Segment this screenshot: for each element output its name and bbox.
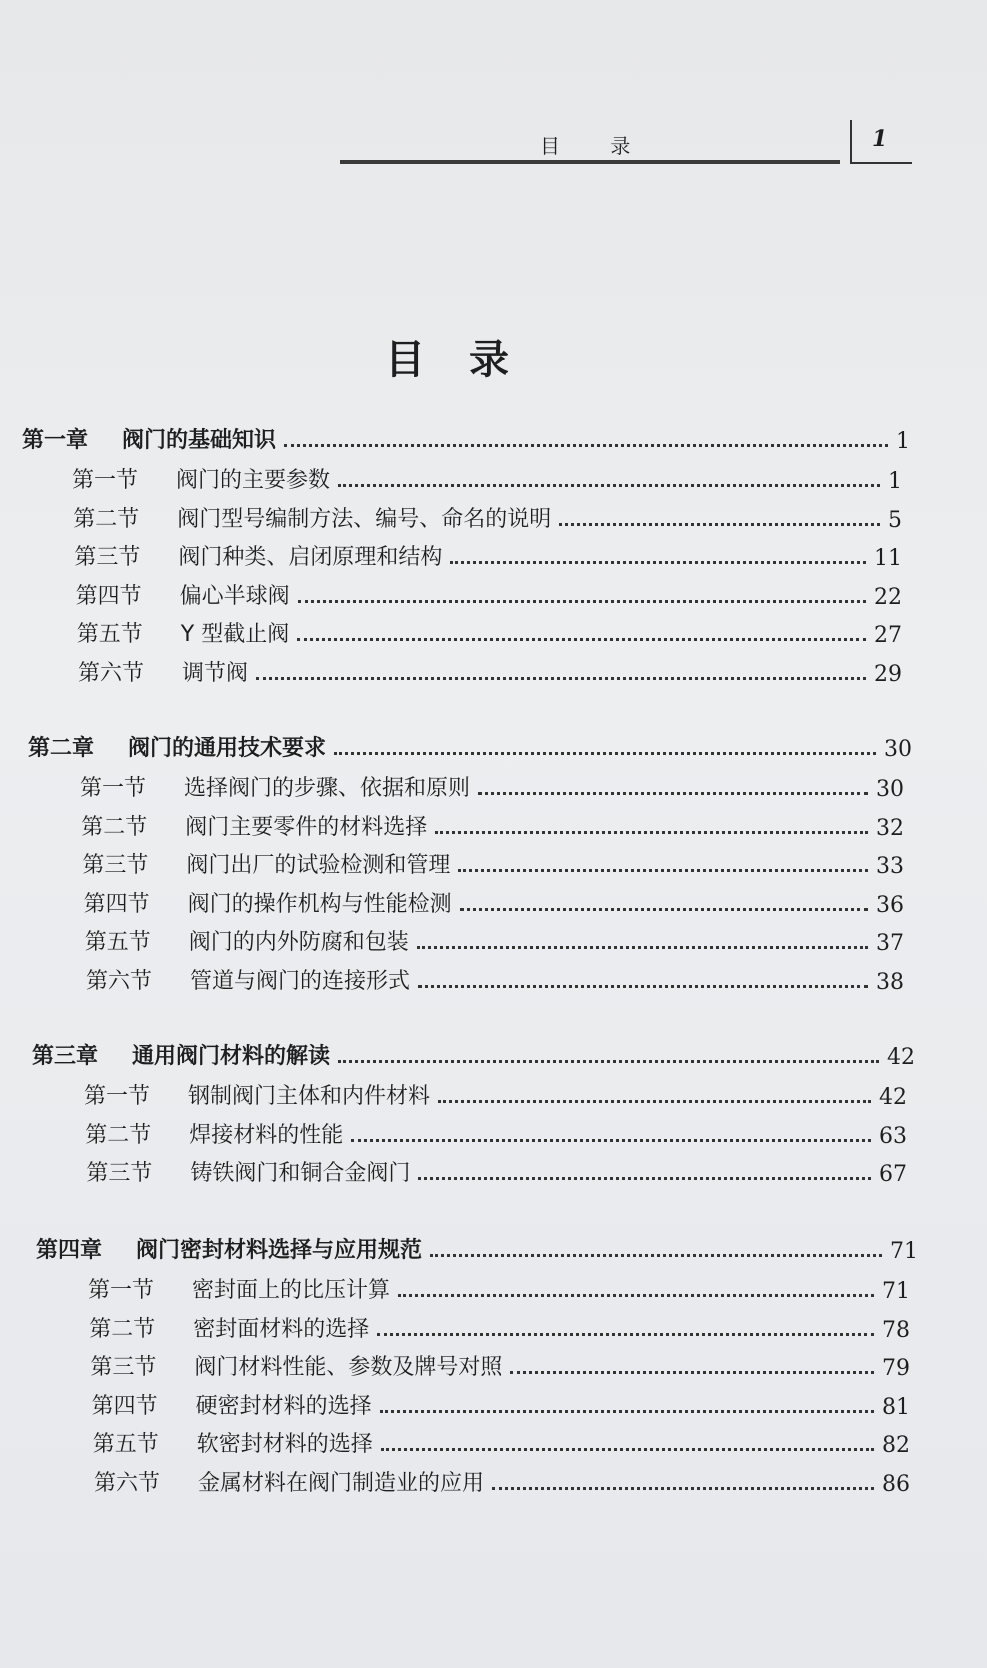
section-label: 第三节 [90,1355,157,1380]
section-title: 焊接材料的性能 [189,1122,344,1148]
leader-dots [298,599,866,603]
leader-dots [284,443,888,447]
leader-dots [338,1059,879,1063]
section-page-number: 27 [873,623,902,648]
toc-section-row [84,1076,907,1110]
leader-dots [450,560,866,564]
leader-dots [458,868,868,872]
section-label: 第五节 [84,930,151,955]
section-title: 阀门的主要参数 [176,468,331,493]
section-title: 金属材料在阀门制造业的应用 [198,1470,485,1496]
section-label: 第五节 [76,622,143,647]
leader-dots [418,1176,871,1180]
toc-section-row [72,460,902,494]
section-label: 第三节 [74,545,141,570]
toc-chapter-row [22,420,910,454]
toc-section-row [78,653,902,687]
running-head-title: 目 录 [540,134,653,158]
toc-section-row [93,1424,910,1458]
leader-dots [380,1409,874,1413]
section-page-number: 71 [882,1279,910,1304]
toc-section-row [80,768,904,802]
section-label: 第五节 [92,1432,159,1457]
leader-dots [256,676,866,680]
section-label: 第四节 [91,1393,158,1419]
section-page-number: 67 [878,1162,907,1187]
section-title: 密封面上的比压计算 [192,1278,391,1303]
section-label: 第二节 [73,506,140,532]
toc-section-row [92,1386,910,1420]
section-label: 第一节 [84,1084,151,1109]
section-title: 选择阀门的步骤、依据和原则 [184,776,471,801]
chapter-label: 第一章 [22,428,89,453]
section-page-number: 32 [875,815,904,841]
toc-section-row [89,1309,910,1343]
section-page-number: 38 [876,969,904,995]
section-label: 第一节 [88,1278,155,1303]
section-label: 第六节 [78,660,145,686]
page-number: 1 [872,126,888,152]
toc-section-row [82,845,904,879]
leader-dots [398,1293,874,1297]
section-page-number: 37 [875,931,904,956]
section-page-number: 11 [873,546,902,571]
toc-chapter-row [32,1036,915,1070]
section-page-number: 79 [881,1356,910,1381]
toc-title: 目录 [385,337,553,383]
leader-dots [492,1486,874,1490]
leader-dots [559,522,880,526]
section-title: 阀门的操作机构与性能检测 [187,891,452,917]
section-title: 管道与阀门的连接形式 [190,968,411,994]
toc-section-row [77,614,902,648]
toc-section-row [90,1347,910,1381]
section-title: 阀门型号编制方法、编号、命名的说明 [177,506,552,532]
toc-section-row [74,537,902,571]
section-page-number: 78 [881,1317,910,1343]
section-title: 阀门材料性能、参数及牌号对照 [194,1355,503,1380]
leader-dots [338,483,880,487]
section-label: 第六节 [86,968,153,994]
section-title: 硬密封材料的选择 [195,1393,372,1419]
chapter-label: 第四章 [36,1238,103,1263]
chapter-page-number: 71 [890,1239,918,1264]
section-title: 铸铁阀门和铜合金阀门 [190,1161,411,1186]
section-label: 第三节 [82,853,149,878]
leader-dots [351,1138,871,1142]
leader-dots [435,830,868,834]
section-title: 阀门种类、启闭原理和结构 [178,545,443,570]
section-page-number: 33 [875,854,904,879]
section-page-number: 1 [888,469,902,494]
toc-section-row [85,1115,907,1149]
section-label: 第一节 [72,468,139,493]
toc-section-row [85,922,904,956]
chapter-label: 第三章 [32,1044,99,1069]
chapter-page-number: 30 [884,737,912,762]
section-page-number: 81 [881,1394,910,1420]
leader-dots [417,945,868,949]
section-title: Y 型截止阀 [180,622,290,647]
leader-dots [418,984,868,988]
section-title: 调节阀 [182,660,249,686]
section-label: 第一节 [80,776,147,801]
chapter-page-number: 1 [896,429,910,454]
section-label: 第六节 [94,1470,161,1496]
section-title: 密封面材料的选择 [193,1316,370,1342]
toc-section-row [86,961,904,995]
toc-section-row [88,1270,910,1304]
section-title: 阀门出厂的试验检测和管理 [186,853,451,878]
leader-dots [460,907,868,911]
leader-dots [377,1332,874,1336]
leader-dots [438,1099,871,1103]
section-page-number: 36 [875,892,904,918]
leader-dots [334,751,876,755]
toc-section-row [76,576,902,610]
section-title: 阀门主要零件的材料选择 [185,814,428,840]
chapter-title: 通用阀门材料的解读 [132,1044,331,1069]
section-label: 第四节 [83,891,150,917]
chapter-title: 阀门的基础知识 [122,428,277,453]
leader-dots [297,637,866,641]
leader-dots [430,1253,882,1257]
section-page-number: 22 [873,584,902,610]
chapter-title: 阀门密封材料选择与应用规范 [136,1238,423,1263]
leader-dots [510,1370,874,1374]
section-page-number: 86 [882,1471,910,1497]
leader-dots [381,1447,874,1451]
section-label: 第二节 [81,814,148,840]
section-label: 第二节 [89,1316,156,1342]
leader-dots [478,791,868,795]
section-page-number: 30 [876,777,904,802]
section-title: 阀门的内外防腐和包装 [188,930,409,955]
chapter-label: 第二章 [28,736,95,761]
section-page-number: 5 [887,507,902,533]
section-page-number: 82 [881,1433,910,1458]
toc-chapter-row [36,1230,918,1264]
section-label: 第三节 [86,1161,153,1186]
toc-section-row [84,884,904,918]
section-page-number: 29 [874,661,902,687]
section-title: 偏心半球阀 [179,583,290,609]
toc-chapter-row [28,728,912,762]
section-label: 第四节 [75,583,142,609]
chapter-title: 阀门的通用技术要求 [128,736,327,761]
toc-section-row [73,499,902,533]
chapter-page-number: 42 [887,1045,915,1070]
section-title: 软密封材料的选择 [196,1432,373,1457]
toc-section-row [94,1463,910,1497]
section-label: 第二节 [85,1122,152,1148]
section-title: 钢制阀门主体和内件材料 [188,1084,431,1109]
toc-section-row [81,807,904,841]
section-page-number: 42 [879,1085,907,1110]
section-page-number: 63 [878,1123,907,1149]
toc-section-row [86,1153,907,1187]
